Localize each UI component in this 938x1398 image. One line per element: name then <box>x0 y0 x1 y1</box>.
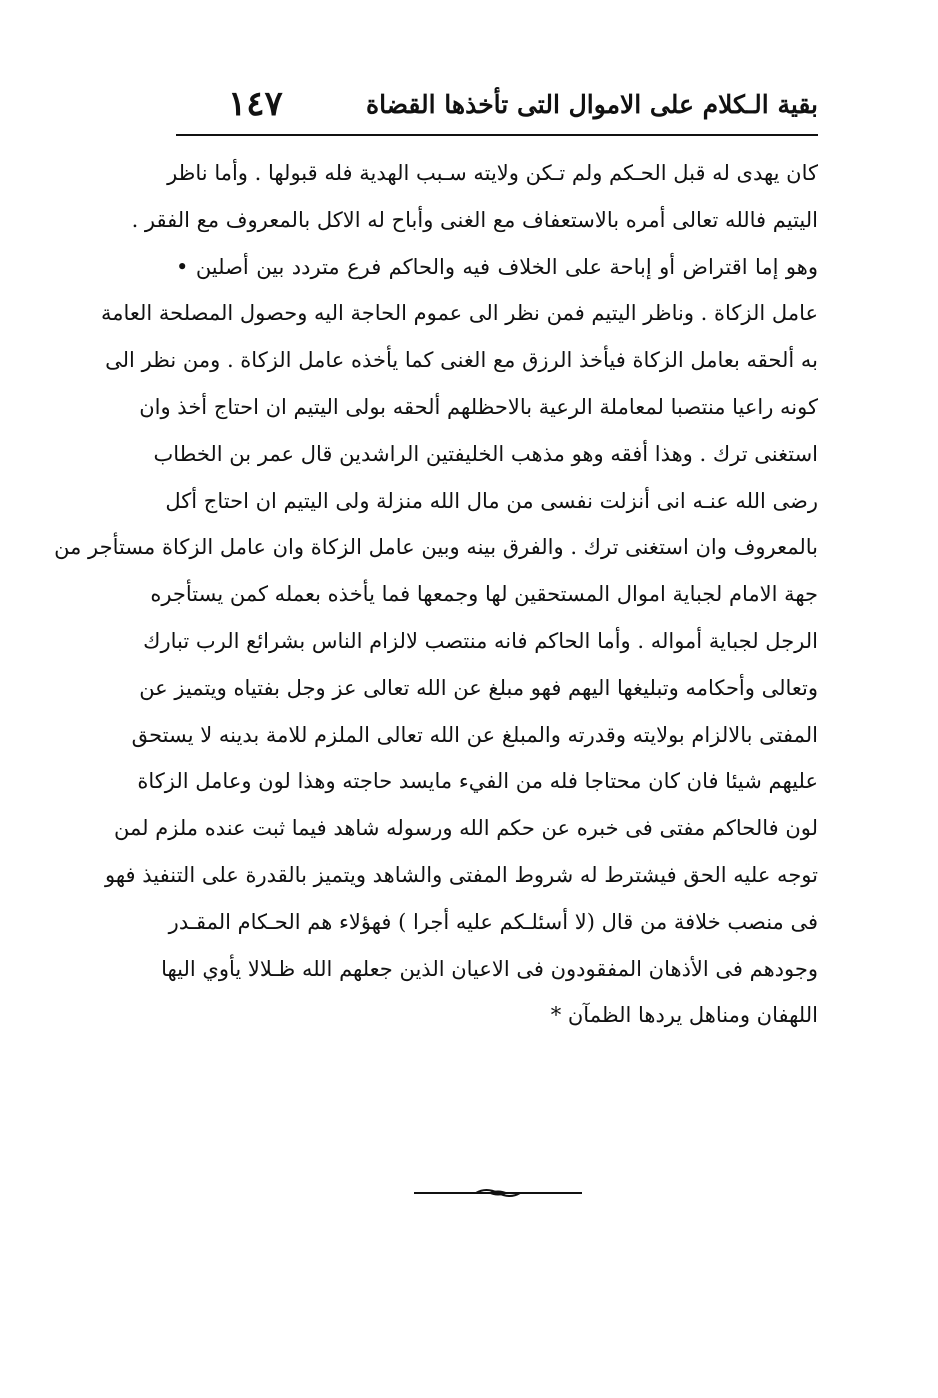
body-text <box>54 150 818 1039</box>
text-line: فى منصب خلافة من قال (لا أسئلـكم عليه أجرا ) فهؤلاء هم الحـكام المقـدر <box>168 909 818 934</box>
text-line: كان يهدى له قبل الحـكم ولم تـكن ولايته سـبب الهدية فله قبولها . وأما ناظر <box>167 161 818 185</box>
text-line: كونه راعيا منتصبا لمعاملة الرعية بالاحظلهم ألحقه بولى اليتيم ان احتاج أخذ وان <box>139 394 818 419</box>
running-head-title: بقية الـكلام على الاموال التى تأخذها القضاة <box>365 89 818 119</box>
end-ornament <box>414 1186 582 1200</box>
text-line: اليتيم فالله تعالى أمره بالاستعفاف مع الغنى وأباح له الاكل بالمعروف مع الفقر . <box>131 207 818 232</box>
text-line: استغنى ترك . وهذا أفقه وهو مذهب الخليفتين الراشدين قال عمر بن الخطاب <box>153 441 818 466</box>
text-line: عليهم شيئا فان كان محتاجا فله من الفيء مايسد حاجته وهذا لون وعامل الزكاة <box>137 769 818 794</box>
text-line: توجه عليه الحق فيشترط له شروط المفتى والشاهد ويتميز بالقدرة على التنفيذ فهو <box>105 862 818 887</box>
text-line: وهو إما اقتراض أو إباحة على الخلاف فيه والحاكم فرع متردد بين أصلين • <box>176 254 818 279</box>
header-rule <box>176 134 818 136</box>
text-line: عامل الزكاة . وناظر اليتيم فمن نظر الى عموم الحاجة اليه وحصول المصلحة العامة <box>100 301 818 326</box>
text-line: لون فالحاكم مفتى فى خبره عن حكم الله ورسوله شاهد فيما ثبت عنده ملزم لمن <box>114 816 818 841</box>
text-line: بالمعروف وان استغنى ترك . والفرق بينه وبين عامل الزكاة وان عامل الزكاة مستأجر من <box>54 535 818 560</box>
text-line: رضى الله عنـه انى أنزلت نفسى من مال الله منزلة ولى اليتيم ان احتاج أكل <box>165 488 818 513</box>
text-line: الرجل لجباية أمواله . وأما الحاكم فانه منتصب لالزام الناس بشرائع الرب تبارك <box>143 628 818 653</box>
text-line: اللهفان ومناهل يردها الظمآن * <box>550 1003 818 1028</box>
text-line: وجودهم فى الأذهان المفقودون فى الاعيان الذين جعلهم الله ظـلالا يأوي اليها <box>161 956 818 981</box>
text-line: المفتى بالالزام بولايته وقدرته والمبلغ عن الله تعالى الملزم للامة بدينه لا يستحق <box>131 722 818 747</box>
running-head <box>176 82 818 126</box>
text-line: به ألحقه بعامل الزكاة فيأخذ الرزق مع الغنى كما يأخذه عامل الزكاة . ومن نظر الى <box>105 348 818 373</box>
text-line: وتعالى وأحكامه وتبليغها اليهم فهو مبلغ عن الله تعالى عز وجل بفتياه ويتميز عن <box>139 675 818 700</box>
text-line: جهة الامام لجباية اموال المستحقين لها وجمعها فما يأخذه بعمله كمن يستأجره <box>150 582 818 607</box>
page-number: ١٤٧ <box>228 84 283 124</box>
